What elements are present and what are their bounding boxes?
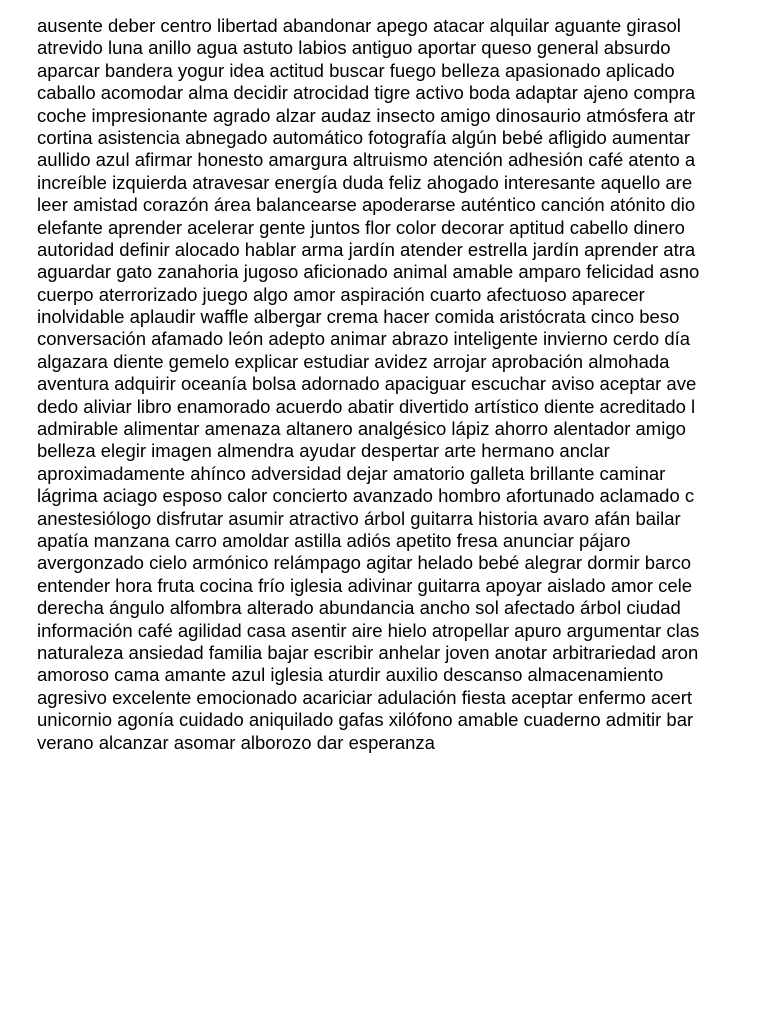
text-line: entender hora fruta cocina frío iglesia adivinar guitarra apoyar aislado amor cele: [37, 574, 693, 596]
text-line: amoroso cama amante azul iglesia aturdir auxilio descanso almacenamiento: [37, 664, 664, 686]
text-line: dedo aliviar libro enamorado acuerdo abatir divertido artístico diente acreditado l: [37, 395, 696, 417]
text-line: autoridad definir alocado hablar arma jardín atender estrella jardín aprender atra: [37, 238, 696, 260]
text-line: cortina asistencia abnegado automático fotografía algún bebé afligido aumentar: [37, 126, 691, 148]
text-line: aventura adquirir oceanía bolsa adornado apaciguar escuchar aviso aceptar ave: [37, 373, 697, 395]
text-line: belleza elegir imagen almendra ayudar despertar arte hermano anclar: [37, 440, 610, 462]
text-line: agresivo excelente emocionado acariciar adulación fiesta aceptar enfermo acert: [37, 686, 693, 708]
text-line: naturaleza ansiedad familia bajar escribir anhelar joven anotar arbitrariedad aron: [37, 641, 699, 663]
text-line: conversación afamado león adepto animar abrazo inteligente invierno cerdo día: [37, 328, 691, 350]
text-line: aullido azul afirmar honesto amargura altruismo atención adhesión café atento a: [37, 149, 696, 171]
text-line: elefante aprender acelerar gente juntos flor color decorar aptitud cabello dinero: [37, 216, 685, 238]
text-line: avergonzado cielo armónico relámpago agitar helado bebé alegrar dormir barco: [37, 552, 692, 574]
text-line: información café agilidad casa asentir aire hielo atropellar apuro argumentar clas: [37, 619, 700, 641]
text-line: inolvidable aplaudir waffle albergar crema hacer comida aristócrata cinco beso: [37, 306, 680, 328]
text-line: anestesiólogo disfrutar asumir atractivo árbol guitarra historia avaro afán bailar: [37, 507, 681, 529]
text-line: ausente deber centro libertad abandonar apego atacar alquilar aguante girasol: [37, 15, 681, 36]
text-line: coche impresionante agrado alzar audaz insecto amigo dinosaurio atmósfera atr: [37, 104, 696, 126]
text-line: atrevido luna anillo agua astuto labios antiguo aportar queso general absurdo: [37, 37, 671, 59]
text-line: aparcar bandera yogur idea actitud buscar fuego belleza apasionado aplicado: [37, 59, 675, 81]
text-line: admirable alimentar amenaza altanero analgésico lápiz ahorro alentador amigo: [37, 418, 686, 440]
text-line: verano alcanzar asomar alborozo dar esperanza: [37, 731, 435, 753]
text-line: increíble izquierda atravesar energía duda feliz ahogado interesante aquello are: [37, 171, 693, 193]
word-list-text: [37, 15, 768, 754]
text-line: caballo acomodar alma decidir atrocidad tigre activo boda adaptar ajeno compra: [37, 82, 696, 104]
text-line: algazara diente gemelo explicar estudiar avidez arrojar aprobación almohada: [37, 350, 670, 372]
text-line: aguardar gato zanahoria jugoso aficionado animal amable amparo felicidad asno: [37, 261, 700, 283]
text-line: apatía manzana carro amoldar astilla adiós apetito fresa anunciar pájaro: [37, 529, 631, 551]
text-line: aproximadamente ahínco adversidad dejar amatorio galleta brillante caminar: [37, 462, 666, 484]
text-line: derecha ángulo alfombra alterado abundancia ancho sol afectado árbol ciudad: [37, 597, 681, 619]
text-line: cuerpo aterrorizado juego algo amor aspiración cuarto afectuoso aparecer: [37, 283, 645, 305]
text-line: leer amistad corazón área balancearse apoderarse auténtico canción atónito dio: [37, 194, 696, 216]
text-line: lágrima aciago esposo calor concierto avanzado hombro afortunado aclamado c: [37, 485, 695, 507]
text-line: unicornio agonía cuidado aniquilado gafas xilófono amable cuaderno admitir bar: [37, 709, 694, 731]
